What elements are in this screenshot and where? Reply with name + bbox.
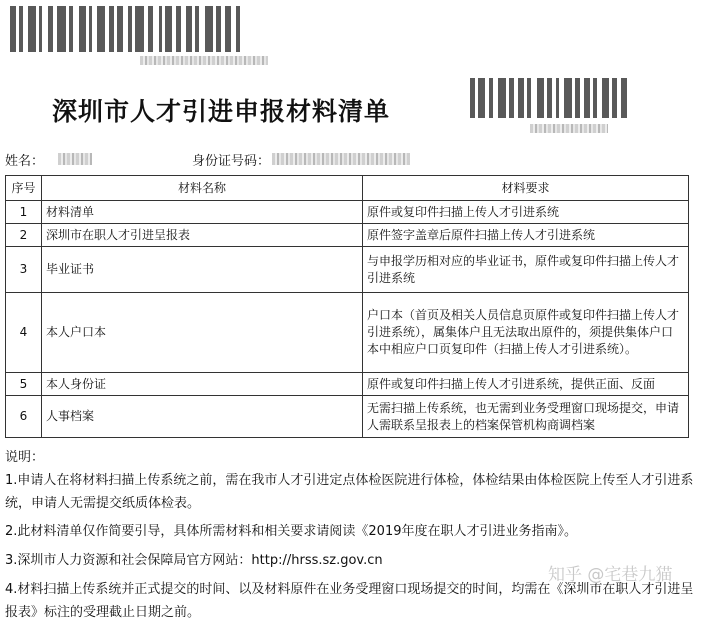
row-material-name: 本人户口本 bbox=[42, 293, 363, 373]
header-material-requirement: 材料要求 bbox=[363, 176, 689, 201]
row-material-requirement: 原件或复印件扫描上传人才引进系统，提供正面、反面 bbox=[363, 373, 689, 396]
watermark: 知乎 @宅巷九猫 bbox=[548, 565, 673, 585]
row-number: 5 bbox=[6, 373, 42, 396]
note-item: 3.深圳市人力资源和社会保障局官方网站：http://hrss.sz.gov.cn bbox=[5, 553, 383, 568]
header-number: 序号 bbox=[6, 176, 42, 201]
row-material-name: 人事档案 bbox=[42, 396, 363, 438]
table-header-row bbox=[6, 176, 689, 201]
table-row bbox=[6, 247, 689, 293]
table-row bbox=[6, 224, 689, 247]
id-number-label: 身份证号码： bbox=[192, 154, 271, 169]
row-material-name: 材料清单 bbox=[42, 201, 363, 224]
top-barcode bbox=[10, 6, 272, 52]
row-material-requirement: 原件签字盖章后原件扫描上传人才引进系统 bbox=[363, 224, 689, 247]
right-barcode bbox=[470, 78, 675, 118]
table-row bbox=[6, 373, 689, 396]
table-row bbox=[6, 201, 689, 224]
note-item: 1.申请人在将材料扫描上传系统之前，需在我市人才引进定点体检医院进行体检，体检结果由体检医院上传至人才引进系统，申请人无需提交纸质体检表。 bbox=[5, 472, 694, 511]
right-barcode-caption bbox=[530, 124, 608, 133]
note-item: 4.材料扫描上传系统并正式提交的时间、以及材料原件在业务受理窗口现场提交的时间，均需在《深圳市在职人才引进呈报表》标注的受理截止日期之前。 bbox=[5, 581, 694, 620]
header-material-name: 材料名称 bbox=[42, 176, 363, 201]
id-number-field bbox=[192, 150, 270, 169]
table-row bbox=[6, 396, 689, 438]
row-material-name: 深圳市在职人才引进呈报表 bbox=[42, 224, 363, 247]
table-row bbox=[6, 293, 689, 373]
document-title: 深圳市人才引进申报材料清单 bbox=[52, 97, 391, 126]
top-barcode-caption bbox=[140, 56, 268, 65]
row-number: 4 bbox=[6, 293, 42, 373]
row-material-name: 本人身份证 bbox=[42, 373, 363, 396]
row-number: 3 bbox=[6, 247, 42, 293]
name-label: 姓名： bbox=[5, 154, 45, 169]
row-number: 6 bbox=[6, 396, 42, 438]
name-field bbox=[5, 150, 44, 169]
notes-section bbox=[5, 447, 695, 624]
materials-table bbox=[5, 175, 689, 438]
note-item: 2.此材料清单仅作简要引导，具体所需材料和相关要求请阅读《2019年度在职人才引进业务指南》。 bbox=[5, 524, 577, 540]
row-material-name: 毕业证书 bbox=[42, 247, 363, 293]
id-number-value-redacted bbox=[272, 153, 410, 165]
row-material-requirement: 原件或复印件扫描上传人才引进系统 bbox=[363, 201, 689, 224]
row-material-requirement: 与申报学历相对应的毕业证书，原件或复印件扫描上传人才引进系统 bbox=[363, 247, 689, 293]
row-number: 2 bbox=[6, 224, 42, 247]
row-material-requirement: 户口本（首页及相关人员信息页原件或复印件扫描上传人才引进系统），属集体户且无法取出原件的，须提供集体户口本中相应户口页复印件（扫描上传人才引进系统）。 bbox=[363, 293, 689, 373]
row-number: 1 bbox=[6, 201, 42, 224]
notes-heading: 说明： bbox=[5, 450, 45, 465]
row-material-requirement: 无需扫描上传系统，也无需到业务受理窗口现场提交，申请人需联系呈报表上的档案保管机构商调档案 bbox=[363, 396, 689, 438]
name-value-redacted bbox=[58, 153, 92, 165]
